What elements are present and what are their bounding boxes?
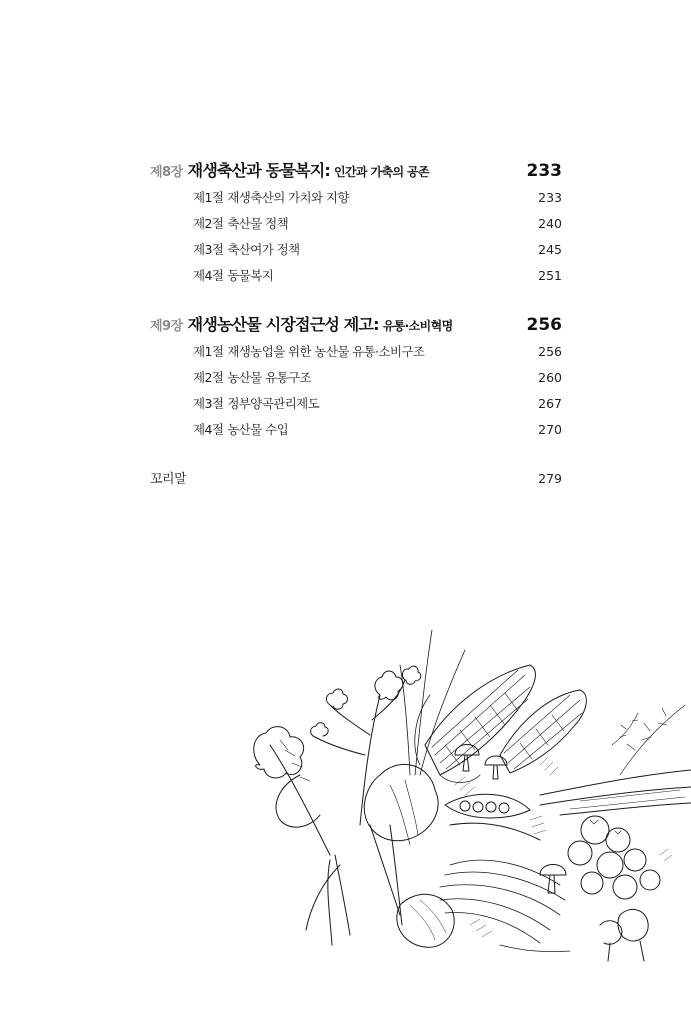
spacer bbox=[150, 446, 562, 468]
section-number: 제2절 bbox=[193, 216, 224, 231]
section-title: 농산물 수입 bbox=[227, 422, 289, 437]
section-row bbox=[150, 394, 562, 420]
lettuce bbox=[254, 727, 350, 945]
epilogue-page: 279 bbox=[538, 471, 562, 486]
section-page: 233 bbox=[538, 190, 562, 205]
tomatoes bbox=[568, 816, 660, 899]
chapter-9-heading bbox=[150, 312, 562, 342]
pea-pods bbox=[445, 794, 540, 840]
section-number: 제3절 bbox=[193, 396, 224, 411]
green-beans bbox=[440, 860, 570, 951]
section-page: 251 bbox=[538, 268, 562, 283]
section-number: 제2절 bbox=[193, 370, 224, 385]
section-row bbox=[150, 342, 562, 368]
section-title: 농산물 유통구조 bbox=[227, 370, 312, 385]
section-number: 제1절 bbox=[193, 344, 224, 359]
spacer bbox=[150, 292, 562, 312]
chapter-page: 233 bbox=[526, 161, 562, 181]
section-page: 260 bbox=[538, 370, 562, 385]
section-page: 256 bbox=[538, 344, 562, 359]
leek bbox=[540, 770, 691, 815]
section-number: 제1절 bbox=[193, 190, 224, 205]
epilogue-title: 꼬리말 bbox=[150, 472, 187, 487]
section-page: 267 bbox=[538, 396, 562, 411]
dill-fronds bbox=[612, 705, 685, 775]
corn-cob bbox=[415, 665, 536, 783]
radishes bbox=[600, 909, 648, 961]
section-title: 축산물 정책 bbox=[227, 216, 289, 231]
epilogue-row bbox=[150, 468, 562, 494]
section-row bbox=[150, 368, 562, 394]
section-title: 정부양곡관리제도 bbox=[227, 396, 320, 411]
section-row bbox=[150, 266, 562, 292]
section-row bbox=[150, 188, 562, 214]
leafy-greens bbox=[364, 764, 438, 925]
section-title: 재생농업을 위한 농산물 유통·소비구조 bbox=[227, 344, 425, 359]
vegetable-illustration bbox=[240, 625, 691, 965]
chapter-8-heading bbox=[150, 158, 562, 188]
chapter-number: 제9장 bbox=[150, 319, 183, 334]
chapter-subtitle: 유통·소비혁명 bbox=[382, 319, 453, 333]
corn-cob-2 bbox=[500, 690, 586, 773]
mushrooms bbox=[455, 745, 566, 894]
section-row bbox=[150, 214, 562, 240]
chapter-subtitle: 인간과 가축의 공존 bbox=[333, 165, 430, 179]
parsley bbox=[311, 666, 421, 825]
section-number: 제3절 bbox=[193, 242, 224, 257]
hatching bbox=[455, 757, 672, 937]
chapter-title: 재생축산과 동물복지: bbox=[187, 161, 330, 180]
section-page: 240 bbox=[538, 216, 562, 231]
section-row bbox=[150, 240, 562, 266]
section-title: 동물복지 bbox=[227, 268, 274, 283]
squash bbox=[397, 894, 454, 947]
section-row bbox=[150, 420, 562, 446]
section-title: 축산여가 정책 bbox=[227, 242, 300, 257]
section-page: 245 bbox=[538, 242, 562, 257]
table-of-contents bbox=[150, 158, 562, 494]
section-number: 제4절 bbox=[193, 422, 224, 437]
section-page: 270 bbox=[538, 422, 562, 437]
section-number: 제4절 bbox=[193, 268, 224, 283]
chapter-number: 제8장 bbox=[150, 165, 183, 180]
chapter-page: 256 bbox=[526, 315, 562, 335]
chapter-title: 재생농산물 시장접근성 제고: bbox=[187, 315, 379, 334]
section-title: 재생축산의 가치와 지향 bbox=[227, 190, 349, 205]
